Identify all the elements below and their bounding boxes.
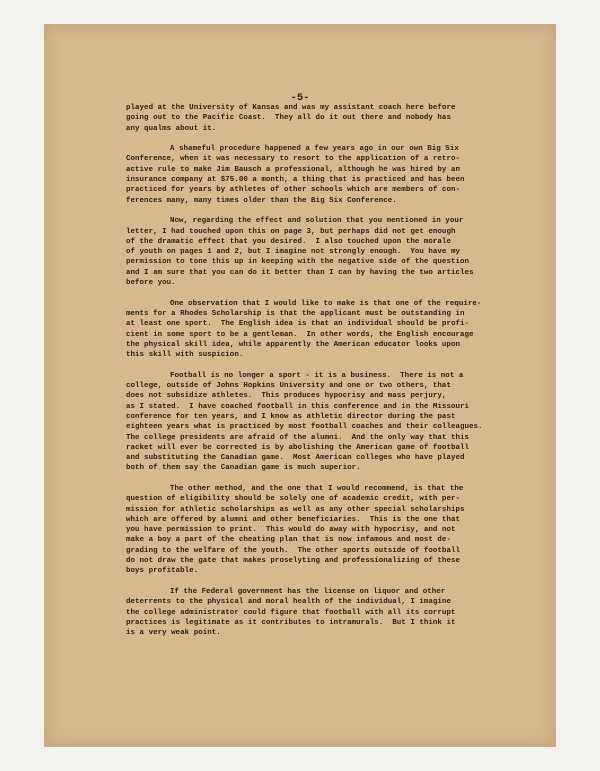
text-line: permission to tone this up in keeping with the negative side of the question [126,258,470,267]
text-line: If the Federal government has the license on liquor and other [170,587,446,596]
text-line: ferences many, many times older than the Big Six Conference. [126,196,397,205]
text-line: ments for a Rhodes Scholarship is that the applicant must be outstanding in [126,309,465,318]
text-line: going out to the Pacific Coast. They all do it out there and nobody has [126,114,451,123]
text-line: you have permission to print. This would do away with hypocrisy, and not [126,526,456,535]
text-line: One observation that I would like to make is that one of the require- [170,299,482,308]
text-line: grading to the welfare of the youth. The other sports outside of football [126,546,460,555]
text-line: the physical skill idea, while apparently the American educator looks upon [126,340,460,349]
paragraph [126,587,486,638]
text-line: conference for ten years, and I know as athletic director during the past [126,412,456,421]
text-line: active rule to make Jim Bausch a professional, although he was hired by an [126,165,460,174]
text-line: insurance company at $75.00 a month, a thing that is practiced and has been [126,176,465,185]
text-line: which are offered by alumni and other beneficiaries. This is the one that [126,515,460,524]
text-line: of youth on pages 1 and 2, but I imagine not strongly enough. You have my [126,248,460,257]
text-line: deterrents to the physical and moral health of the individual, I imagine [126,598,451,607]
text-line: and I am sure that you can do it better than I can by having the two articles [126,268,474,277]
text-line: of the dramatic effect that you desired. I also touched upon the morale [126,237,451,246]
text-line: question of eligibility should be solely one of academic credit, with per- [126,495,460,504]
paragraph [126,144,486,206]
text-line: both of them say the Canadian game is much superior. [126,464,361,473]
letter-body [126,103,486,649]
text-line: the college administrator could figure that football with all its corrupt [126,608,456,617]
text-line: racket will ever be corrected is by abolishing the American game of football [126,443,470,452]
text-line: any qualms about it. [126,124,217,133]
text-line: practices is legitimate as it contributes to intramurals. But I think it [126,618,456,627]
text-line: before you. [126,279,176,288]
text-line: and substituting the Canadian game. Most American colleges who have played [126,454,465,463]
paragraph [126,484,486,577]
text-line: Football is no longer a sport - it is a business. There is not a [170,371,464,380]
text-line: Conference, when it was necessary to resort to the application of a retro- [126,155,460,164]
page-number: -5- [290,92,310,104]
text-line: Now, regarding the effect and solution that you mentioned in your [170,217,464,226]
paragraph [126,103,486,134]
text-line: letter, I had touched upon this on page 3, but perhaps did not get enough [126,227,456,236]
text-line: as I stated. I have coached football in this conference and in the Missouri [126,402,470,411]
text-line: make a boy a part of the cheating plan that is now infamous and most de- [126,536,451,545]
paragraph [126,216,486,288]
text-line: does not subsidize athletes. This produces hypocrisy and mass perjury, [126,392,447,401]
text-line: cient in some sport to be a gentleman. In other words, the English encourage [126,330,474,339]
text-line: do not draw the gate that makes proselyting and professionalizing of these [126,557,460,566]
text-line: The other method, and the one that I would recommend, is that the [170,484,464,493]
text-line: college, outside of Johns Hopkins University and one or two others, that [126,382,451,391]
text-line: boys profitable. [126,567,199,576]
text-line: The college presidents are afraid of the alumni. And the only way that this [126,433,470,442]
paragraph [126,371,486,474]
text-line: eighteen years what is practiced by most football coaches and their colleagues. [126,423,483,432]
text-line: A shameful procedure happened a few years ago in our own Big Six [170,145,459,154]
text-line: played at the University of Kansas and was my assistant coach here before [126,104,456,112]
paragraph [126,299,486,361]
text-line: at least one sport. The English idea is that an individual should be profi- [126,320,470,329]
text-line: is a very weak point. [126,629,221,638]
text-line: this skill with suspicion. [126,351,244,360]
text-line: practiced for years by athletes of other schools which are members of con- [126,186,460,195]
text-line: mission for athletic scholarships as well as any other special scholarships [126,505,465,514]
